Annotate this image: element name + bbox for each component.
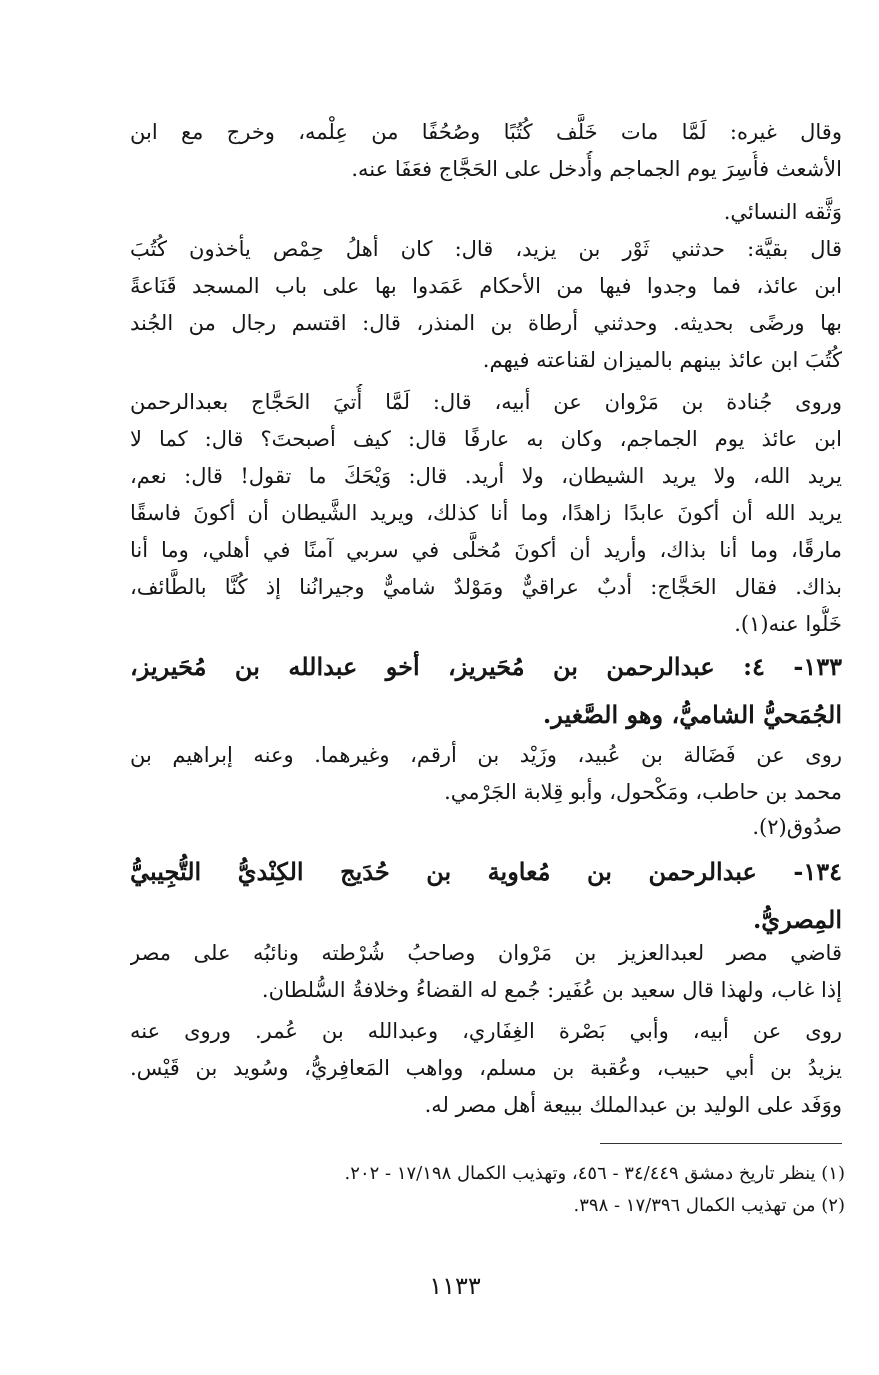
text-line: يزيدُ بن أبي حبيب، وعُقبة بن مسلم، وواهب المَعافِريُّ، وسُويد بن قَيْس. bbox=[130, 1056, 842, 1080]
paragraph-baqiyya-report bbox=[130, 231, 842, 379]
heading-line: ١٣٣- ٤: عبدالرحمن بن مُحَيريز، أخو عبدالله بن مُحَيريز، bbox=[130, 652, 842, 681]
text-line: روى عن أبيه، وأبي بَصْرة الغِفَاري، وعبدالله بن عُمر. وروى عنه bbox=[130, 1019, 842, 1043]
paragraph-134-narrators bbox=[130, 1013, 842, 1124]
text-line: وَثَّقه النسائي. bbox=[723, 200, 842, 224]
text-line: كُتُبَ ابن عائذ بينهم بالميزان لقناعته فيهم. bbox=[482, 348, 842, 372]
text-line: ووَفَد على الوليد بن عبدالملك ببيعة أهل مصر له. bbox=[424, 1093, 842, 1117]
paragraph-death-of-ibn-aidh bbox=[130, 114, 842, 188]
text-line: الأشعث فأُسِرَ يوم الجماجم وأُدخل على الحَجَّاج فعَفَا عنه. bbox=[351, 157, 842, 181]
text-line: روى عن فَضَالة بن عُبيد، وزَيْد بن أرقم، وغيرهما. وعنه إبراهيم بن bbox=[130, 743, 842, 767]
text-line: قاضي مصر لعبدالعزيز بن مَرْوان وصاحبُ شُرْطته ونائبُه على مصر bbox=[130, 941, 842, 965]
text-line: بذاك. فقال الحَجَّاج: أدبٌ عراقيٌّ ومَوْلدٌ شاميٌّ وجيرانُنا إذ كُنَّا بالطَّائف، bbox=[130, 575, 842, 599]
text-line: بها ورضًى بحديثه. وحدثني أرطاة بن المنذر، قال: اقتسم رجال من الجُند bbox=[130, 311, 842, 335]
text-line: مارقًا، وما أنا بذاك، وأريد أن أكونَ مُخلًّى في سربي آمنًا في أهلي، وما أنا bbox=[130, 538, 842, 562]
footnote-separator bbox=[600, 1143, 842, 1144]
entry-heading-134 bbox=[130, 848, 842, 944]
text-line: صدُوق(٢). bbox=[752, 815, 842, 839]
text-line: قال بقيَّة: حدثني ثَوْر بن يزيد، قال: كان أهلُ حِمْص يأخذون كُتُبَ bbox=[130, 237, 842, 261]
paragraph-134-office bbox=[130, 935, 842, 1009]
footnote-2: (٢) من تهذيب الكمال ١٧/٣٩٦ - ٣٩٨. bbox=[573, 1195, 845, 1216]
entry-heading-133 bbox=[130, 643, 842, 739]
heading-line: ١٣٤- عبدالرحمن بن مُعاوية بن حُدَيج الكِنْديُّ التُّجِيبيُّ bbox=[130, 857, 842, 886]
heading-line: المِصريُّ. bbox=[752, 905, 842, 934]
paragraph-nasai-tawthiq bbox=[130, 194, 842, 231]
text-line: خَلُّوا عنه(١). bbox=[734, 612, 842, 636]
text-line: يريد الله أن أكونَ عابدًا زاهدًا، وما أنا كذلك، ويريد الشَّيطان أن أكونَ فاسقًا bbox=[130, 501, 842, 525]
text-line: محمد بن حاطب، ومَكْحول، وأبو قِلابة الجَرْمي. bbox=[444, 780, 842, 804]
page-number: ١١٣٣ bbox=[429, 1272, 481, 1300]
text-line: ابن عائذ يوم الجماجم، وكان به عارفًا قال: كيف أصبحتَ؟ قال: كما لا bbox=[130, 427, 842, 451]
paragraph-133-grade bbox=[130, 809, 842, 846]
heading-line: الجُمَحيُّ الشاميُّ، وهو الصَّغير. bbox=[542, 700, 842, 729]
text-line: ابن عائذ، فما وجدوا فيها من الأحكام عَمَدوا بها على باب المسجد قَنَاعةً bbox=[130, 274, 842, 298]
text-line: إذا غاب، ولهذا قال سعيد بن عُفَير: جُمع له القضاءُ وخلافةُ السُّلطان. bbox=[261, 978, 842, 1002]
footnotes bbox=[200, 1158, 845, 1222]
paragraph-133-narrators bbox=[130, 737, 842, 811]
paragraph-junada-report bbox=[130, 384, 842, 643]
footnote-1: (١) ينظر تاريخ دمشق ٣٤/٤٤٩ - ٤٥٦، وتهذيب الكمال ١٧/١٩٨ - ٢٠٢. bbox=[344, 1163, 845, 1184]
text-line: وروى جُنادة بن مَرْوان عن أبيه، قال: لَمَّا أُتيَ الحَجَّاج بعبدالرحمن bbox=[130, 390, 842, 414]
text-line: وقال غيره: لَمَّا مات خَلَّف كُتُبًا وصُحُفًا من عِلْمه، وخرج مع ابن bbox=[130, 120, 842, 144]
text-line: يريد الله، ولا يريد الشيطان، ولا أريد. قال: وَيْحَكَ ما تقول! قال: نعم، bbox=[130, 464, 842, 488]
